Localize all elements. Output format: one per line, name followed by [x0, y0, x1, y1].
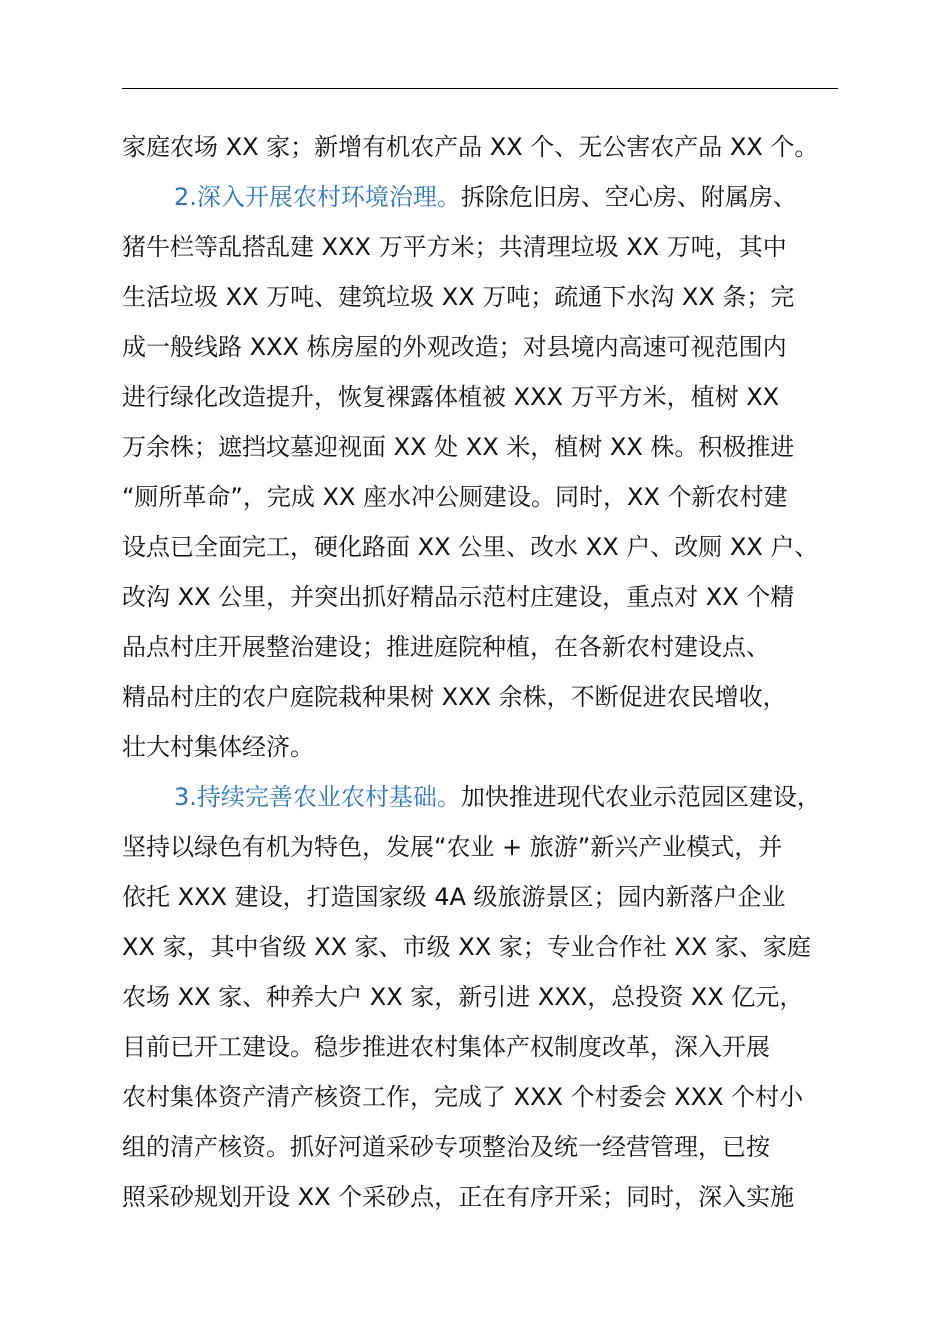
text-line: 照采砂规划开设 XX 个采砂点，正在有序开采；同时，深入实施 — [122, 1183, 795, 1211]
section-heading-2: 2.深入开展农村环境治理。 — [174, 183, 461, 211]
text-line: 家庭农场 XX 家；新增有机农产品 XX 个、无公害农产品 XX 个。 — [122, 133, 819, 161]
text-line: 猪牛栏等乱搭乱建 XXX 万平方米；共清理垃圾 XX 万吨，其中 — [122, 233, 787, 261]
text-line: 改沟 XX 公里，并突出抓好精品示范村庄建设，重点对 XX 个精 — [122, 583, 795, 611]
text-line: 依托 XXX 建设，打造国家级 4A 级旅游景区；园内新落户企业 — [122, 883, 786, 911]
text-line: 组的清产核资。抓好河道采砂专项整治及统一经营管理，已按 — [122, 1133, 770, 1161]
text-line: 进行绿化改造提升，恢复裸露体植被 XXX 万平方米，植树 XX — [122, 383, 780, 411]
text-line: 精品村庄的农户庭院栽种果树 XXX 余株，不断促进农民增收， — [122, 683, 787, 711]
text-line: 壮大村集体经济。 — [122, 733, 314, 761]
text-line: “厕所革命”，完成 XX 座水冲公厕建设。同时，XX 个新农村建 — [122, 483, 788, 511]
text-line: 设点已全面完工，硬化路面 XX 公里、改水 XX 户、改厕 XX 户、 — [122, 533, 819, 561]
header-rule — [122, 88, 838, 89]
paragraph-2-first-line: 2.深入开展农村环境治理。拆除危旧房、空心房、附属房、 — [174, 183, 797, 211]
text-line: 坚持以绿色有机为特色，发展“农业 + 旅游”新兴产业模式，并 — [122, 833, 783, 861]
text-line: 生活垃圾 XX 万吨、建筑垃圾 XX 万吨；疏通下水沟 XX 条；完 — [122, 283, 795, 311]
text-line: 万余株；遮挡坟墓迎视面 XX 处 XX 米，植树 XX 株。积极推进 — [122, 433, 795, 461]
text-line: 目前已开工建设。稳步推进农村集体产权制度改革，深入开展 — [122, 1033, 770, 1061]
text-line: 农场 XX 家、种养大户 XX 家，新引进 XXX，总投资 XX 亿元， — [122, 983, 804, 1011]
section-heading-3: 3.持续完善农业农村基础。 — [174, 783, 461, 811]
text-line: 成一般线路 XXX 栋房屋的外观改造；对县境内高速可视范围内 — [122, 333, 787, 361]
text-line: 农村集体资产清产核资工作，完成了 XXX 个村委会 XXX 个村小 — [122, 1083, 804, 1111]
text-line: 品点村庄开展整治建设；推进庭院种植，在各新农村建设点、 — [122, 633, 770, 661]
paragraph-3-first-line: 3.持续完善农业农村基础。加快推进现代农业示范园区建设， — [174, 783, 821, 811]
text-line: XX 家，其中省级 XX 家、市级 XX 家；专业合作社 XX 家、家庭 — [122, 933, 811, 961]
document-body — [122, 122, 844, 1222]
